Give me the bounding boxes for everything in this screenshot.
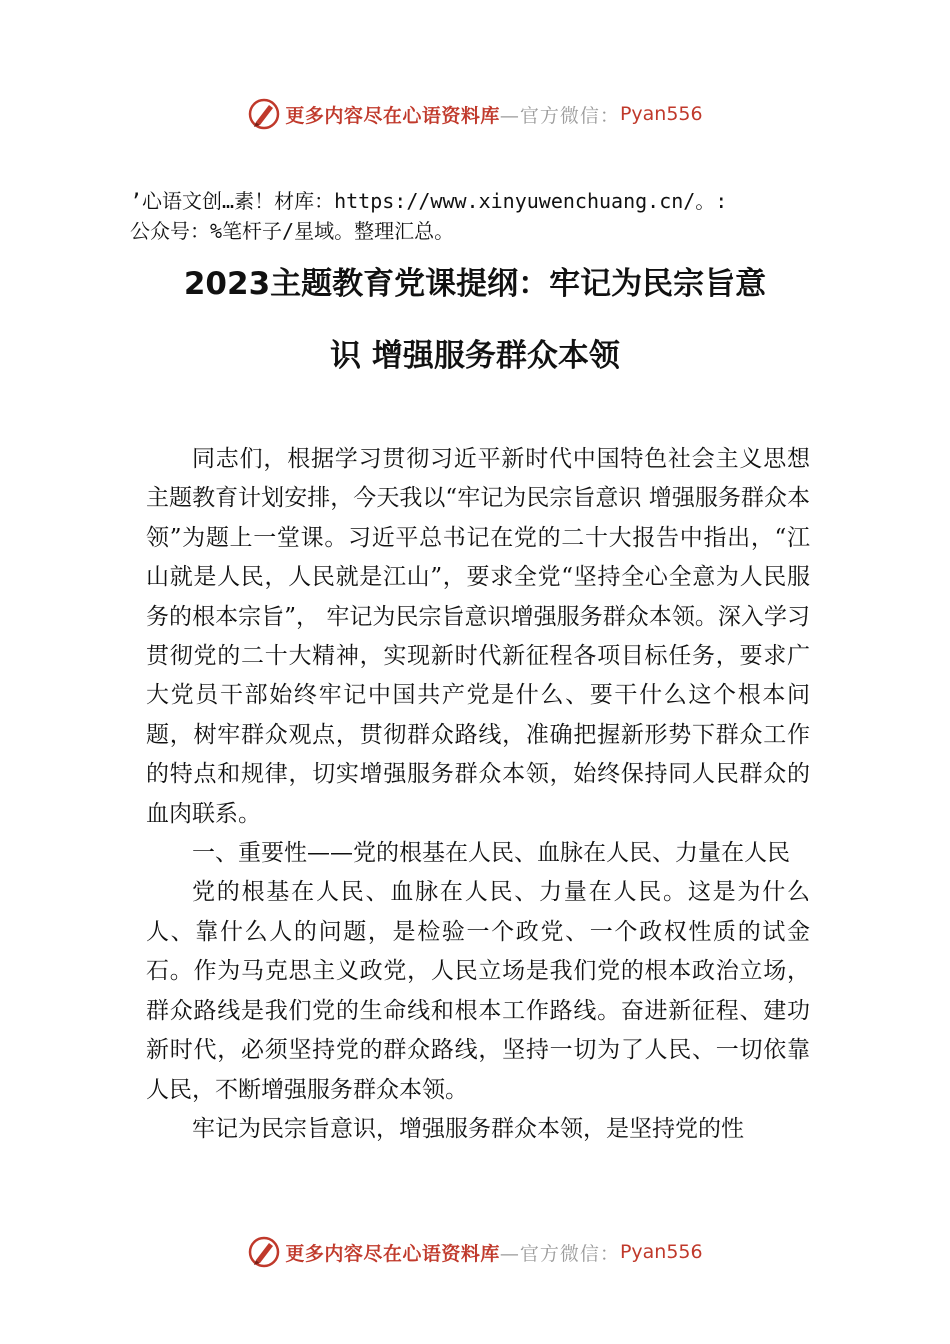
pen-logo-icon	[247, 97, 281, 131]
header-banner	[0, 94, 950, 134]
footer-banner	[0, 1232, 950, 1272]
body-paragraph-1: 同志们，根据学习贯彻习近平新时代中国特色社会主义思想主题教育计划安排，今天我以“牢记为民宗旨意识 增强服务群众本领”为题上一堂课。习近平总书记在党的二十大报告中指出，“江山就是人民，人民就是江山”，要求全党“坚持全心全意为人民服务的根本宗旨”， 牢记为民宗旨意识增强服务群众本领。深入学习贯彻党的二十大精神，实现新时代新征程各项目标任务，要求广大党员干部始终牢记中国共产党是什么、要干什么这个根本问题，树牢群众观点，贯彻群众路线，准确把握新形势下群众工作的特点和规律，切实增强服务群众本领，始终保持同人民群众的血肉联系。	[146, 446, 810, 827]
document-title-line-2: 识 增强服务群众本领	[330, 338, 620, 374]
document-body	[146, 440, 810, 1149]
source-note	[130, 186, 830, 246]
body-paragraph-3: 牢记为民宗旨意识，增强服务群众本领，是坚持党的性	[192, 1115, 744, 1142]
document-title	[120, 248, 830, 392]
body-paragraph-2: 党的根基在人民、血脉在人民、力量在人民。这是为什么人、靠什么人的问题，是检验一个政党、一个政权性质的试金石。作为马克思主义政党，人民立场是我们党的根本政治立场，群众路线是我们党的生命线和根本工作路线。奋进新征程、建功新时代，必须坚持党的群众路线，坚持一切为了人民、一切依靠人民，不断增强服务群众本领。	[146, 879, 810, 1103]
section-heading-1: 一、重要性——党的根基在人民、血脉在人民、力量在人民	[192, 840, 790, 867]
banner-main-text: 更多内容尽在心语资料库	[285, 1242, 500, 1265]
banner-main-text: 更多内容尽在心语资料库	[285, 104, 500, 127]
source-note-line-2: 公众号：%笔杆子/星域。整理汇总。	[130, 219, 455, 243]
banner-account-id: Pyan556	[619, 1241, 703, 1263]
document-title-line-1: 2023主题教育党课提纲：牢记为民宗旨意	[183, 266, 767, 302]
pen-logo-icon	[247, 1235, 281, 1269]
banner-account-id: Pyan556	[619, 103, 703, 125]
source-note-line-1: ’心语文创…素！材库：https://www.xinyuwenchuang.cn/。:	[130, 189, 728, 213]
banner-sub-text: —官方微信：	[499, 1242, 620, 1265]
banner-sub-text: —官方微信：	[499, 104, 620, 127]
